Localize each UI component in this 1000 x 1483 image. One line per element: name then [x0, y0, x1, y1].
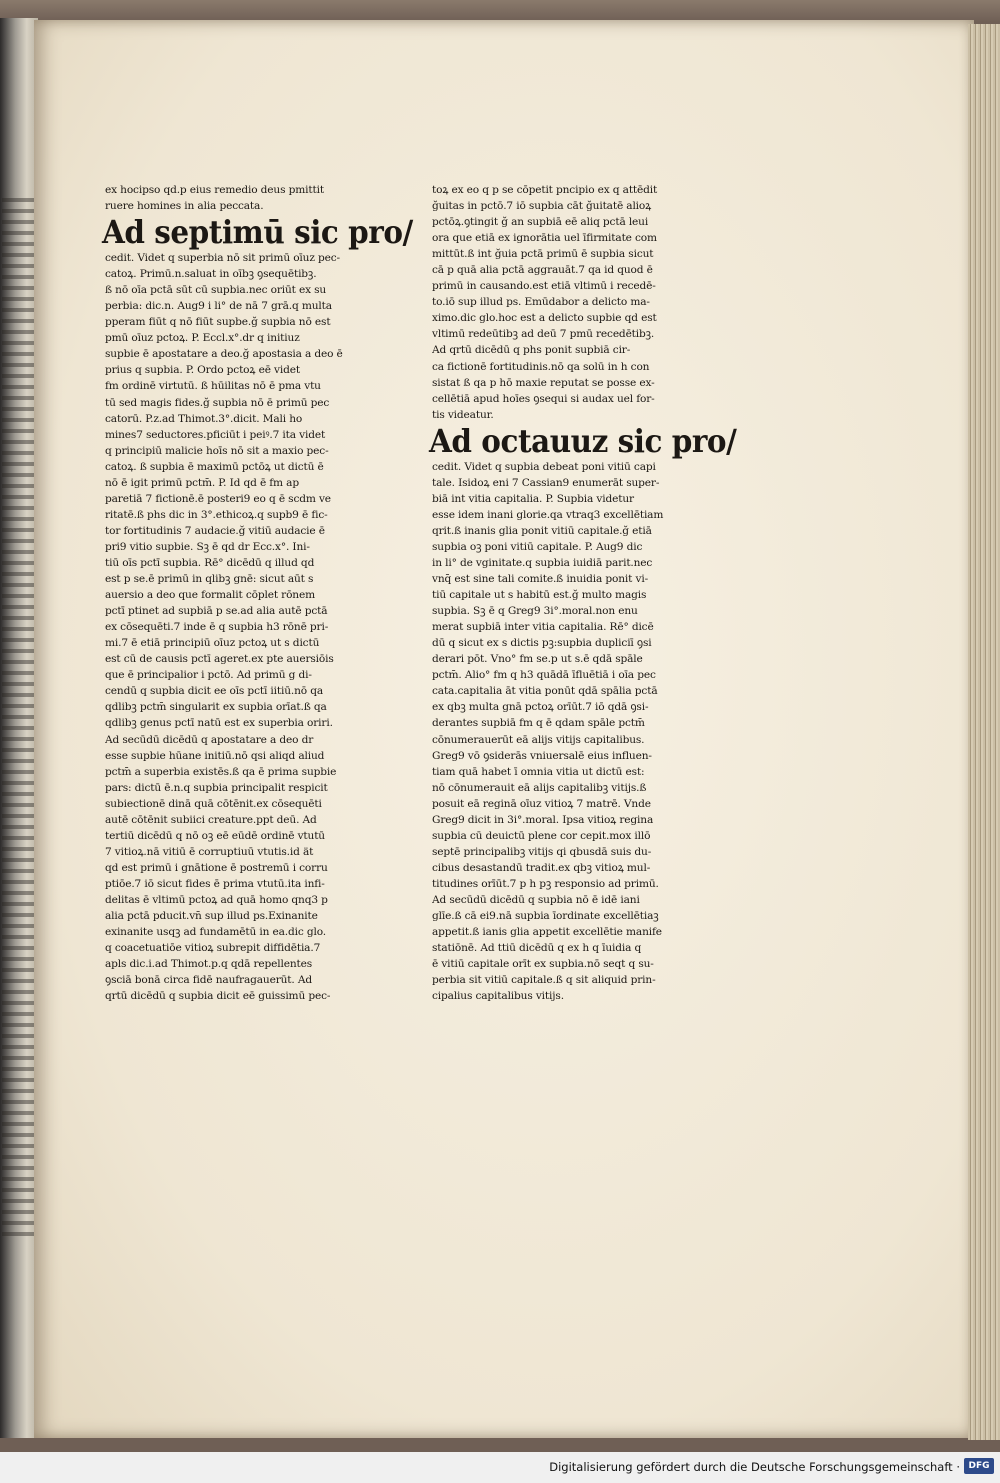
text-line: ximo.dic glo.hoc est a delicto supbie qd est	[432, 312, 657, 325]
text-line: glīe.ß cā ei9.nā supbia īordinate excellētiaꝫ	[432, 910, 659, 923]
text-line: auersio a deo que formalit cōplet rōnem	[105, 589, 315, 602]
text-line: cendū q supbia dicit ee oīs pctī iitiū.nō qa	[105, 685, 324, 698]
text-line: mittūt.ß int ğuia pctā primū ē supbia sicut	[432, 248, 654, 261]
text-line: fm ordinē virtutū. ß hūilitas nō ē pma vtu	[105, 380, 321, 393]
text-line: supbia cū deuictū plene cor cepit.mox illō	[432, 829, 651, 842]
text-line: tis videatur.	[432, 408, 494, 421]
text-line: mines7 seductores.pficiūt i peiꝰ.7 ita videt	[105, 428, 326, 441]
article-heading: Ad octauuz sic pro/	[429, 421, 737, 460]
text-line: pmū oīuz pctoꝝ. P. Eccl.x°.dr q initiuz	[105, 332, 300, 345]
text-line: posuit eā reginā oīuz vitioꝝ 7 matrē. Vnde	[432, 797, 651, 810]
text-line: prius q supbia. P. Ordo pctoꝝ eē videt	[105, 364, 300, 377]
previous-page-edge	[0, 18, 38, 1438]
text-line: derantes supbiā fm q ē qdam spāle pctm̄	[432, 717, 645, 730]
text-line: alia pctā pducit.vn̄ sup illud ps.Exinanite	[105, 910, 318, 923]
text-line: q principiū malicie hoīs nō sit a maxio pec-	[105, 444, 329, 457]
text-line: ē vitiū capitale orīt ex supbia.nō seqt q su-	[432, 958, 654, 971]
text-line: tertiū dicēdū q nō oꝫ eē eūdē ordinē vtutū	[105, 829, 325, 842]
dfg-logo: DFG	[964, 1458, 994, 1474]
text-line: cellētiā apud hoīes ꝯsequi si audax uel for-	[432, 392, 655, 405]
text-line: perbia: dic.n. Aug9 i li° de nā 7 grā.q multa	[105, 300, 332, 313]
text-line: est cū de causis pctī ageret.ex pte auersiōis	[105, 653, 334, 666]
text-line: apls dic.i.ad Thimot.p.q qdā repellentes	[105, 958, 313, 971]
text-line: ğuitas in pctō.7 iō supbia cāt ğuitatē alioꝝ	[432, 200, 652, 213]
text-line: paretiā 7 fictionē.ē posteri9 eo q ē scdm ve	[105, 492, 331, 505]
text-line: titudines orīūt.7 p h pꝫ responsio ad primū.	[432, 877, 659, 890]
text-line: merat supbiā inter vitia capitalia. Rē° dicē	[432, 621, 654, 634]
page-fore-edge	[968, 24, 1000, 1440]
text-line: primū in causando.est etiā vltimū i recedē-	[432, 280, 656, 293]
text-line: q coacetuatiōe vitioꝝ subrepit diffidētia.7	[105, 942, 321, 955]
text-line: in li° de vginitate.q supbia iuidiā parit.nec	[432, 556, 653, 569]
text-line: Greg9 vō ꝯsiderās vniuersalē eius influen-	[432, 749, 652, 762]
text-line: mi.7 ē etiā principiū oīuz pctoꝝ ut s dictū	[105, 637, 320, 650]
text-line: pri9 vitio supbie. Sꝫ ē qd dr Ecc.x°. Ini-	[105, 540, 310, 553]
text-line: nō cōnumerauit eā alijs capitalibꝫ vitijs.ß	[432, 781, 647, 794]
text-line: pctōꝝ.ꝯtingit ğ an supbiā eē aliq pctā leui	[432, 216, 649, 229]
text-line: ruere homines in alia peccata.	[105, 200, 264, 213]
text-column-right	[429, 182, 737, 1004]
text-line: ca fictionē fortitudinis.nō qa solū in h con	[432, 360, 650, 373]
text-line: qrit.ß inanis glia ponit vitiū capitale.ğ etiā	[432, 524, 652, 537]
text-line: cata.capitalia āt vitia ponūt qdā spālia pctā	[432, 685, 658, 698]
text-column-left	[102, 182, 413, 1004]
text-line: ß nō oīa pctā sūt cū supbia.nec oriūt ex su	[105, 284, 327, 297]
article-heading: Ad septimū sic pro/	[102, 213, 413, 252]
text-line: 7 vitioꝝ.nā vitiū ē corruptiuū vtutis.id ät	[105, 845, 314, 858]
text-line: qdlibꝫ pctm̄ singularit ex supbia orīat.ß qa	[105, 701, 327, 714]
text-line: exinanite usqꝫ ad fundamētū in ea.dic glo.	[105, 926, 327, 939]
text-line: tū sed magis fides.ğ supbia nō ē primū pec	[105, 396, 330, 409]
text-line: septē principalibꝫ vitijs qi qbusdā suis du-	[432, 845, 652, 858]
text-line: ex qbꝫ multa gnā pctoꝝ orīūt.7 iō qdā ꝯsi-	[432, 701, 649, 714]
text-line: cedit. Videt q supbia debeat poni vitiū capi	[432, 460, 656, 473]
text-line: supbia oꝫ poni vitiū capitale. P. Aug9 dic	[432, 540, 643, 553]
book-binding	[0, 0, 1000, 22]
text-line: pctm̄. Alio° fm q h3 quādā īfluētiā i oīa pec	[432, 669, 656, 682]
text-line: ritatē.ß phs dic in 3°.ethicoꝝ.q supb9 ē fic-	[105, 508, 328, 521]
text-line: subiectionē dinā quā cōtēnit.ex cōsequēti	[105, 797, 322, 810]
text-line: catorū. P.z.ad Thimot.3°.dicit. Mali ho	[105, 412, 303, 425]
text-line: derari pōt. Vno° fm se.p ut s.ē qdā spāle	[432, 653, 643, 666]
text-line: ex cōsequēti.7 inde ē q supbia h3 rōnē pri-	[105, 621, 329, 634]
text-line: ora que etiā ex ignorātia uel īfirmitate com	[432, 232, 657, 245]
text-line: qdlibꝫ genus pctī natū est ex superbia oriri.	[105, 717, 333, 730]
text-line: pars: dictū ē.n.q supbia principalit respicit	[105, 781, 328, 794]
text-line: cā p quā alia pctā aggrauāt.7 qa id quod ē	[432, 264, 653, 277]
text-line: sistat ß qa p hō maxie reputat se posse ex-	[432, 376, 655, 389]
text-line: pctm̄ a superbia existēs.ß qa ē prima supbie	[105, 765, 337, 778]
text-line: Ad qrtū dicēdū q phs ponit supbiā cir-	[432, 344, 631, 357]
text-line: esse idem inani glorie.qa vtraq3 excellētiam	[432, 508, 664, 521]
text-line: delitas ē vltimū pctoꝝ ad quā homo qnq3 p	[105, 893, 328, 906]
text-line: tiū oīs pctī supbia. Rē° dicēdū q illud qd	[105, 556, 315, 569]
text-line: statiōnē. Ad ttiū dicēdū q ex h q īuidia q	[432, 942, 642, 955]
text-line: est p se.ē primū in qlibꝫ gnē: sicut aūt s	[105, 573, 314, 586]
text-line: ex hocipso qd.p eius remedio deus pmittit	[105, 184, 324, 196]
bleed-through-text	[2, 198, 36, 1238]
text-line: pperam fiūt q nō fiūt supbe.ğ supbia nō est	[105, 316, 331, 329]
text-line: tale. Isidoꝝ eni 7 Cassian9 enumerāt super-	[432, 476, 660, 489]
text-line: vltimū redeūtibꝫ ad deū 7 pmū recedētibꝫ.	[432, 328, 655, 341]
text-line: vnq̄ est sine tali comite.ß inuidia ponit vi-	[432, 573, 648, 586]
text-line: tor fortitudinis 7 audacie.ğ vitiū audacie ē	[105, 524, 325, 537]
text-line: autē cōtēnit subiici creature.ppt deū. Ad	[105, 813, 317, 826]
footer-bar	[0, 1452, 1000, 1483]
text-line: cōnumerauerūt eā alijs vitijs capitalibus.	[432, 733, 645, 746]
text-line: biā int vitia capitalia. P. Supbia videtur	[432, 492, 634, 505]
text-line: ꝯsciā bonā circa fidē naufragauerūt. Ad	[105, 974, 312, 987]
text-line: Greg9 dicit in 3i°.moral. Ipsa vitioꝝ regina	[432, 813, 654, 826]
text-line: nō ē igit primū pctm̄. P. Id qd ē fm ap	[105, 476, 299, 489]
text-line: catoꝝ. ß supbia ē maximū pctōꝝ ut dictū ē	[105, 460, 324, 473]
text-line: esse supbie hūane initiū.nō qsi aliqd aliud	[105, 749, 325, 762]
text-line: supbie ē apostatare a deo.ğ apostasia a deo ē	[105, 348, 343, 361]
text-line: tiam quā habet ī omnia vitia ut dictū est:	[432, 765, 645, 778]
text-line: dū q sicut ex s dictis pꝫ:supbia dupliciī ꝯsi	[432, 637, 652, 650]
text-line: cibus desastandū tradit.ex qbꝫ vitioꝝ mul-	[432, 861, 651, 874]
funding-credit: Digitalisierung gefördert durch die Deutsche Forschungsgemeinschaft ·	[549, 1460, 960, 1474]
text-line: que ē principalior i pctō. Ad primū g di-	[105, 669, 312, 682]
text-line: pctī ptinet ad supbiā p se.ad alia autē pctā	[105, 605, 328, 618]
text-line: cipalius capitalibus vitijs.	[432, 990, 564, 1003]
text-line: catoꝝ. Primū.n.saluat in oībꝫ ꝯsequētibꝫ.	[105, 268, 317, 281]
text-line: cedit. Videt q superbia nō sit primū oīuz pec-	[105, 252, 340, 265]
text-line: ptiōe.7 iō sicut fides ē prima vtutū.ita infi-	[105, 877, 325, 890]
text-line: Ad secūdū dicēdū q supbia nō ē idē iani	[432, 893, 640, 906]
text-line: toꝝ ex eo q p se cōpetit pncipio ex q attēdit	[432, 184, 658, 196]
text-line: qd est primū i gnātione ē postremū i corru	[105, 861, 328, 874]
text-line: supbia. Sꝫ ē q Greg9 3i°.moral.non enu	[432, 605, 638, 618]
text-line: tiū capitale ut s habitū est.ğ multo magis	[432, 589, 647, 602]
text-line: appetit.ß ianis glia appetit excellētie manife	[432, 926, 662, 939]
text-line: qrtū dicēdū q supbia dicit eē guissimū pec-	[105, 990, 331, 1003]
text-line: Ad secūdū dicēdū q apostatare a deo dr	[105, 733, 314, 746]
text-line: perbia sit vitiū capitale.ß q sit aliquid prin-	[432, 974, 656, 987]
text-line: to.iō sup illud ps. Emūdabor a delicto ma-	[432, 296, 650, 309]
